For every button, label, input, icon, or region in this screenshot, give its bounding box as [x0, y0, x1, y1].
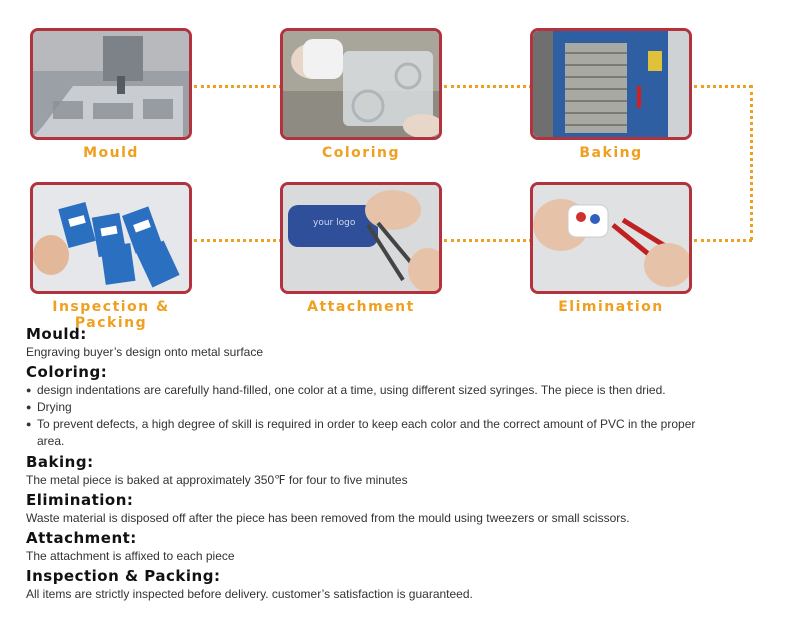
inspection-photo — [30, 182, 192, 294]
section-text: Engraving buyer’s design onto metal surface — [26, 345, 264, 359]
bullet-dot-icon: ● — [26, 402, 32, 412]
section-title: Coloring: — [26, 363, 108, 381]
section-title: Elimination: — [26, 491, 134, 509]
step-coloring — [280, 28, 442, 161]
bullet-item — [26, 399, 766, 416]
baking-photo — [530, 28, 692, 140]
step-label: Elimination — [558, 299, 664, 315]
section-attachment — [26, 529, 766, 564]
step-baking — [530, 28, 692, 161]
section-title: Inspection & Packing: — [26, 567, 221, 585]
bullet-dot-icon: ● — [26, 419, 32, 429]
bullet-dot-icon: ● — [26, 385, 32, 395]
section-inspection — [26, 567, 766, 602]
connector-mould-coloring — [194, 85, 282, 88]
bullet-text: To prevent defects, a high degree of skill is required in order to keep each color and the correct amount of PVC in the proper area. — [37, 417, 696, 448]
bullet-text: design indentations are carefully hand-filled, one color at a time, using different sized syringes. The piece is then dried. — [37, 383, 666, 397]
connector-elimination-attachment — [444, 239, 532, 242]
step-label: Coloring — [321, 145, 400, 161]
section-title: Mould: — [26, 325, 87, 343]
section-text: The metal piece is baked at approximately 350℉ for four to five minutes — [26, 473, 408, 487]
section-baking — [26, 453, 766, 488]
section-title: Attachment: — [26, 529, 137, 547]
section-text: All items are strictly inspected before delivery. customer’s satisfaction is guaranteed. — [26, 587, 473, 601]
step-label: Attachment — [307, 299, 415, 315]
bullet-item — [26, 382, 766, 399]
step-elimination — [530, 182, 692, 315]
svg-text:your logo: your logo — [313, 218, 356, 228]
connector-attachment-inspection — [194, 239, 282, 242]
elimination-photo — [530, 182, 692, 294]
section-text: Waste material is disposed off after the piece has been removed from the mould using tweezers or small scissors. — [26, 511, 630, 525]
step-label: Mould — [83, 145, 139, 161]
section-coloring — [26, 363, 766, 450]
section-title: Baking: — [26, 453, 94, 471]
connector-coloring-baking — [444, 85, 532, 88]
step-label: Baking — [579, 145, 643, 161]
step-attachment — [280, 182, 442, 315]
bullet-item — [26, 416, 766, 450]
section-mould — [26, 325, 766, 360]
bullet-text: Drying — [37, 400, 72, 414]
attachment-photo — [280, 182, 442, 294]
process-description — [26, 322, 766, 602]
coloring-photo — [280, 28, 442, 140]
section-elimination — [26, 491, 766, 526]
connector-right-down — [750, 85, 753, 240]
step-inspection — [30, 182, 192, 331]
step-label: Inspection & Packing — [52, 299, 170, 331]
section-text: The attachment is affixed to each piece — [26, 549, 235, 563]
connector-right-elimination — [694, 239, 752, 242]
mould-photo — [30, 28, 192, 140]
connector-baking-right — [694, 85, 752, 88]
step-mould — [30, 28, 192, 161]
